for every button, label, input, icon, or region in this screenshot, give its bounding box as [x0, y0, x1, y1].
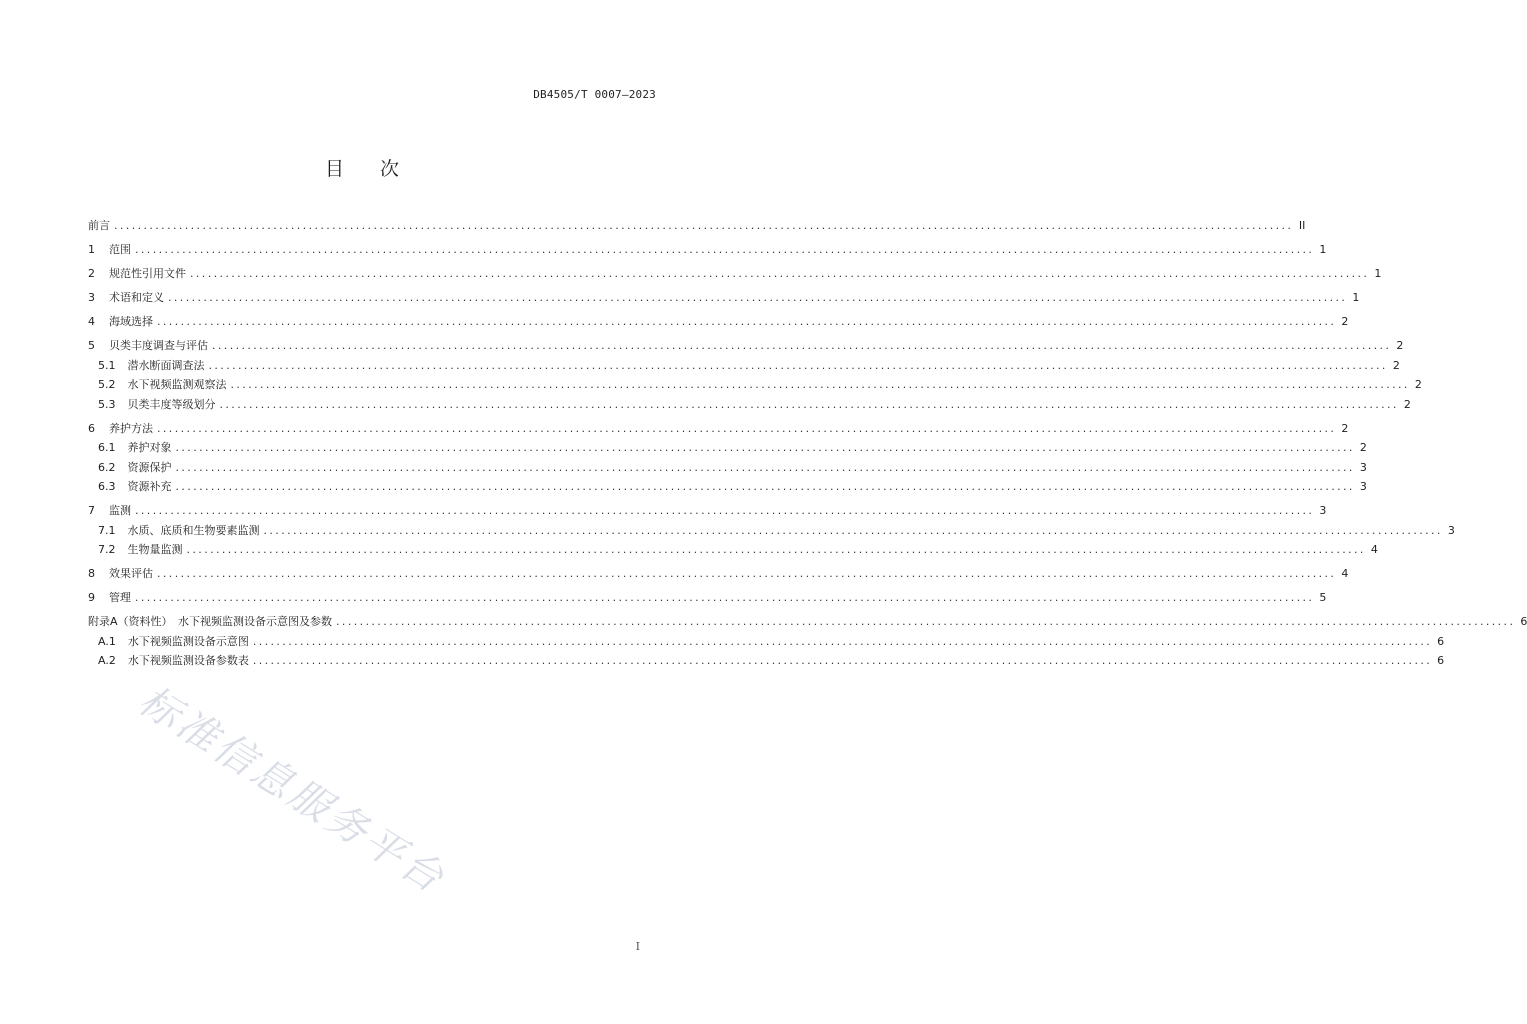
- toc-entry-title: 术语和定义: [109, 291, 164, 304]
- toc-entry-title: 范围: [109, 243, 131, 256]
- toc-entry[interactable]: [88, 458, 1367, 478]
- toc-entry-title: 水下视频监测设备示意图: [127, 634, 249, 648]
- toc-leader-dots: ........................................................................................................................................................................................................: [190, 267, 1370, 280]
- toc-entry[interactable]: [88, 521, 1455, 541]
- toc-entry-number: 5.3: [98, 397, 116, 411]
- toc-entry-number: 6.3: [98, 480, 116, 493]
- toc-title: [0, 154, 724, 181]
- toc-entry-number: 1: [88, 243, 95, 256]
- toc-entry-number: 6.2: [98, 460, 116, 474]
- toc-entry-number: 3: [88, 291, 95, 304]
- toc-entry[interactable]: [88, 336, 1404, 356]
- document-code: DB4505/T 0007—2023: [533, 88, 656, 101]
- toc-entry-title: 资源保护: [127, 460, 172, 474]
- toc-entry-page: 2: [1341, 315, 1349, 328]
- toc-leader-dots: ........................................................................................................................................................................................................: [175, 480, 1355, 493]
- toc-entry[interactable]: [88, 501, 1327, 521]
- toc-entry[interactable]: [88, 264, 1382, 284]
- toc-entry-page: 2: [1341, 421, 1349, 435]
- toc-entry-number: 4: [88, 315, 95, 328]
- toc-entry-page: 2: [1403, 397, 1411, 411]
- toc-entry-page: 6: [1437, 634, 1445, 648]
- watermark: 标准信息服务平台: [130, 677, 454, 904]
- toc-entry-title: 贝类丰度等级划分: [127, 397, 216, 411]
- toc-entry[interactable]: [88, 612, 1527, 632]
- toc-entry-number: A.1: [98, 634, 116, 648]
- toc-entry-page: 4: [1341, 567, 1349, 580]
- toc-entry[interactable]: [88, 438, 1367, 458]
- toc-entry-page: 6: [1520, 615, 1527, 628]
- toc-entry[interactable]: [88, 216, 1306, 236]
- toc-entry-page: 3: [1447, 523, 1455, 537]
- toc-leader-dots: ........................................................................................................................................................................................................: [208, 358, 1388, 372]
- toc-leader-dots: ........................................................................................................................................................................................................: [219, 397, 1399, 411]
- toc-entry[interactable]: [88, 651, 1445, 671]
- toc-leader-dots: ........................................................................................................................................................................................................: [230, 378, 1410, 391]
- toc-entry-title: 海域选择: [109, 315, 153, 328]
- toc-entry-number: 7: [88, 504, 95, 517]
- toc-entry-title: 前言: [88, 219, 110, 232]
- page-number: I: [635, 940, 640, 953]
- toc-entry-page: 2: [1396, 339, 1404, 352]
- toc-entry-page: 4: [1370, 543, 1378, 556]
- toc-entry-page: II: [1298, 219, 1306, 232]
- toc-entry-page: 5: [1319, 591, 1327, 604]
- toc-entry-title: 管理: [109, 591, 131, 604]
- toc-entry-number: A.2: [98, 654, 116, 667]
- toc-entry-page: 2: [1359, 441, 1367, 454]
- toc-entry[interactable]: [88, 564, 1349, 584]
- toc-leader-dots: ........................................................................................................................................................................................................: [252, 634, 1433, 648]
- toc-entry-title: 养护对象: [127, 441, 172, 454]
- toc-entry-page: 3: [1359, 480, 1367, 493]
- toc-entry-number: 2: [88, 267, 95, 280]
- toc-leader-dots: ........................................................................................................................................................................................................: [135, 504, 1315, 517]
- toc-entry[interactable]: [88, 419, 1349, 439]
- toc-title-part2: 次: [380, 158, 400, 180]
- toc-entry-title: 监测: [109, 504, 131, 517]
- toc-leader-dots: ........................................................................................................................................................................................................: [114, 219, 1294, 232]
- toc-entry-title: 潜水断面调查法: [127, 358, 205, 372]
- toc-entry[interactable]: [88, 356, 1400, 376]
- toc-leader-dots: ........................................................................................................................................................................................................: [135, 243, 1315, 256]
- toc-title-part1: 目: [324, 158, 344, 180]
- toc-entry-title: 效果评估: [109, 567, 153, 580]
- toc-entry-number: 5.1: [98, 358, 116, 372]
- toc-entry-page: 3: [1319, 504, 1327, 517]
- toc-entry[interactable]: [88, 395, 1411, 415]
- toc-leader-dots: ........................................................................................................................................................................................................: [175, 460, 1355, 474]
- toc-entry-page: 2: [1414, 378, 1422, 391]
- toc-leader-dots: ........................................................................................................................................................................................................: [186, 543, 1366, 556]
- toc-leader-dots: ........................................................................................................................................................................................................: [157, 421, 1337, 435]
- toc-entry-number: 7.2: [98, 543, 116, 556]
- toc-entry-number: 9: [88, 591, 95, 604]
- toc-leader-dots: ........................................................................................................................................................................................................: [175, 441, 1355, 454]
- toc-entry[interactable]: [88, 632, 1445, 652]
- toc-entry[interactable]: [88, 375, 1422, 395]
- toc-entry-title: 水下视频监测设备参数表: [127, 654, 249, 667]
- toc-leader-dots: ........................................................................................................................................................................................................: [252, 654, 1433, 667]
- toc-entry[interactable]: [88, 240, 1327, 260]
- toc-leader-dots: ........................................................................................................................................................................................................: [168, 291, 1348, 304]
- toc-leader-dots: ........................................................................................................................................................................................................: [212, 339, 1392, 352]
- toc-entry[interactable]: [88, 588, 1327, 608]
- toc-entry[interactable]: [88, 540, 1378, 560]
- toc-entry-page: 2: [1392, 358, 1400, 372]
- toc-entry-number: 7.1: [98, 523, 116, 537]
- toc-entry-number: 6.1: [98, 441, 116, 454]
- table-of-contents: [88, 216, 1527, 671]
- toc-entry-title: 贝类丰度调查与评估: [109, 339, 208, 352]
- toc-entry-title: 水质、底质和生物要素监测: [127, 523, 260, 537]
- toc-leader-dots: ........................................................................................................................................................................................................: [263, 523, 1443, 537]
- toc-leader-dots: ........................................................................................................................................................................................................: [135, 591, 1315, 604]
- toc-entry-page: 1: [1374, 267, 1382, 280]
- toc-entry-page: 1: [1352, 291, 1360, 304]
- toc-entry-title: 附录A（资料性） 水下视频监测设备示意图及参数: [88, 615, 333, 628]
- toc-entry[interactable]: [88, 477, 1367, 497]
- toc-entry-number: 8: [88, 567, 95, 580]
- toc-entry-number: 6: [88, 421, 95, 435]
- toc-entry-number: 5.2: [98, 378, 116, 391]
- toc-leader-dots: ........................................................................................................................................................................................................: [157, 567, 1337, 580]
- toc-leader-dots: ........................................................................................................................................................................................................: [336, 615, 1516, 628]
- toc-entry-title: 生物量监测: [127, 543, 183, 556]
- toc-entry-page: 6: [1437, 654, 1445, 667]
- toc-entry-title: 资源补充: [127, 480, 172, 493]
- toc-entry-page: 1: [1319, 243, 1327, 256]
- toc-entry[interactable]: [88, 312, 1349, 332]
- toc-entry-title: 水下视频监测观察法: [127, 378, 227, 391]
- toc-entry-title: 养护方法: [109, 421, 153, 435]
- toc-leader-dots: ........................................................................................................................................................................................................: [157, 315, 1337, 328]
- toc-entry-page: 3: [1359, 460, 1367, 474]
- toc-entry-title: 规范性引用文件: [109, 267, 186, 280]
- toc-entry[interactable]: [88, 288, 1360, 308]
- toc-entry-number: 5: [88, 339, 95, 352]
